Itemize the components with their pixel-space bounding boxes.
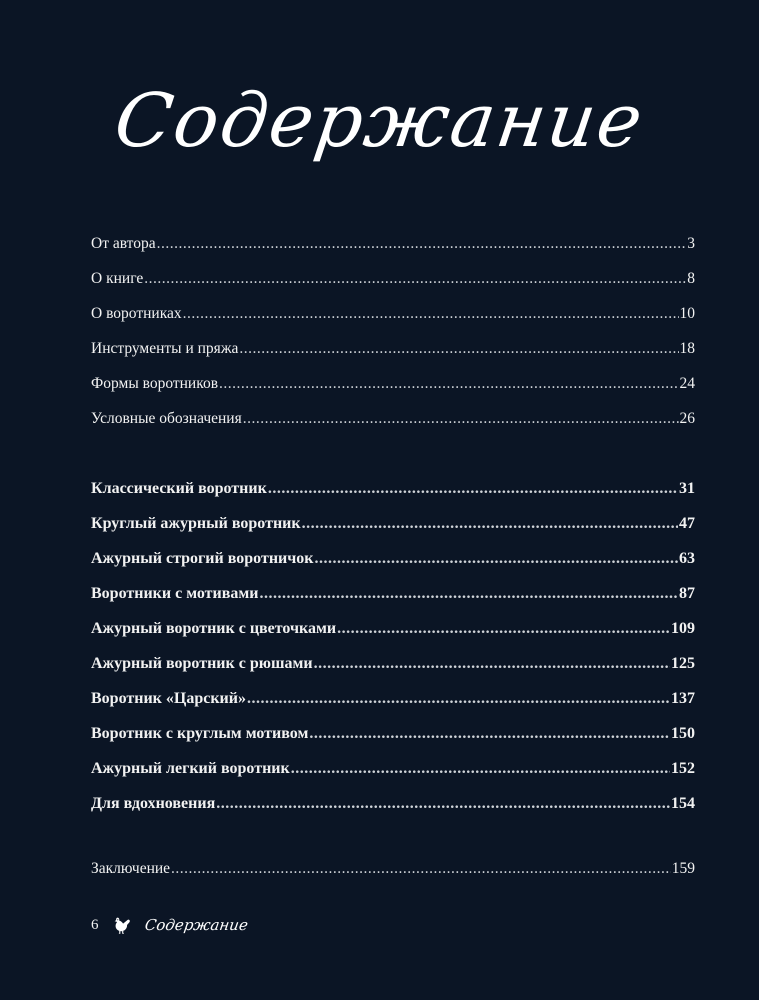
toc-entry-label: Воротник «Царский» xyxy=(91,690,246,707)
toc-entry-page: 159 xyxy=(671,860,695,877)
toc-entry xyxy=(91,725,695,760)
toc-entry-label: Классический воротник xyxy=(91,480,267,497)
toc-entry xyxy=(91,550,695,585)
hen-icon xyxy=(111,914,133,936)
toc-entry-page: 10 xyxy=(679,305,695,322)
toc-entry-label: Круглый ажурный воротник xyxy=(91,515,301,532)
toc-entry xyxy=(91,410,695,445)
toc-entry xyxy=(91,305,695,340)
dot-leader xyxy=(247,690,670,708)
toc-entry-label: Ажурный строгий воротничок xyxy=(91,550,314,567)
toc-entry-label: Формы воротников xyxy=(91,375,219,392)
toc-entry xyxy=(91,480,695,515)
toc-entry xyxy=(91,270,695,305)
dot-leader xyxy=(268,480,678,498)
toc-entry-page: 24 xyxy=(679,375,695,392)
dot-leader xyxy=(219,375,678,393)
toc-entry xyxy=(91,690,695,725)
toc-entry-label: Условные обозначения xyxy=(91,410,242,427)
toc-entry-label: От автора xyxy=(91,235,156,252)
toc-entry-page: 125 xyxy=(671,655,695,672)
dot-leader xyxy=(337,620,670,638)
toc-entry-label: Ажурный воротник с цветочками xyxy=(91,620,337,637)
toc-entry-page: 150 xyxy=(671,725,695,742)
toc-entry-page: 3 xyxy=(687,235,695,252)
toc-entry-label: Заключение xyxy=(91,860,171,877)
toc-entry xyxy=(91,340,695,375)
toc-entry-page: 18 xyxy=(679,340,695,357)
toc-intro-section xyxy=(91,235,695,445)
dot-leader xyxy=(239,340,678,358)
toc-entry-label: Воротник с круглым мотивом xyxy=(91,725,309,742)
toc-entry-label: О воротниках xyxy=(91,305,182,322)
toc-entry-page: 26 xyxy=(679,410,695,427)
toc-entry-label: Ажурный воротник с рюшами xyxy=(91,655,313,672)
toc-entry-page: 154 xyxy=(671,795,695,812)
dot-leader xyxy=(144,270,686,288)
toc-closing-section xyxy=(91,860,695,895)
toc-entry xyxy=(91,860,695,895)
toc-entry-label: О книге xyxy=(91,270,144,287)
toc-entry-label: Для вдохновения xyxy=(91,795,216,812)
dot-leader xyxy=(157,235,687,253)
toc-entry xyxy=(91,795,695,830)
toc-entry xyxy=(91,760,695,795)
toc-entry-page: 152 xyxy=(671,760,695,777)
toc-entry xyxy=(91,585,695,620)
footer-section-title: Содержание xyxy=(143,916,249,934)
toc-entry-page: 109 xyxy=(671,620,695,637)
toc-entry-page: 8 xyxy=(687,270,695,287)
toc-entry xyxy=(91,515,695,550)
toc-entry-label: Воротники с мотивами xyxy=(91,585,259,602)
toc-entry-page: 87 xyxy=(679,585,695,602)
dot-leader xyxy=(302,515,678,533)
toc-entry-label: Инструменты и пряжа xyxy=(91,340,239,357)
toc-entry-page: 47 xyxy=(679,515,695,532)
toc-entry xyxy=(91,620,695,655)
dot-leader xyxy=(309,725,670,743)
dot-leader xyxy=(243,410,679,428)
toc-entry-label: Ажурный легкий воротник xyxy=(91,760,290,777)
page-number: 6 xyxy=(91,916,99,933)
toc-entry-page: 63 xyxy=(679,550,695,567)
dot-leader xyxy=(171,860,671,878)
dot-leader xyxy=(315,550,679,568)
dot-leader xyxy=(291,760,670,778)
dot-leader xyxy=(260,585,678,603)
dot-leader xyxy=(183,305,679,323)
dot-leader xyxy=(314,655,670,673)
page-title: Содержание xyxy=(109,78,650,164)
toc-entry xyxy=(91,375,695,410)
page-footer xyxy=(91,914,247,936)
dot-leader xyxy=(216,795,670,813)
toc-entry xyxy=(91,655,695,690)
toc-entry-page: 31 xyxy=(679,480,695,497)
toc-entry xyxy=(91,235,695,270)
toc-entry-page: 137 xyxy=(671,690,695,707)
toc-projects-section xyxy=(91,480,695,830)
